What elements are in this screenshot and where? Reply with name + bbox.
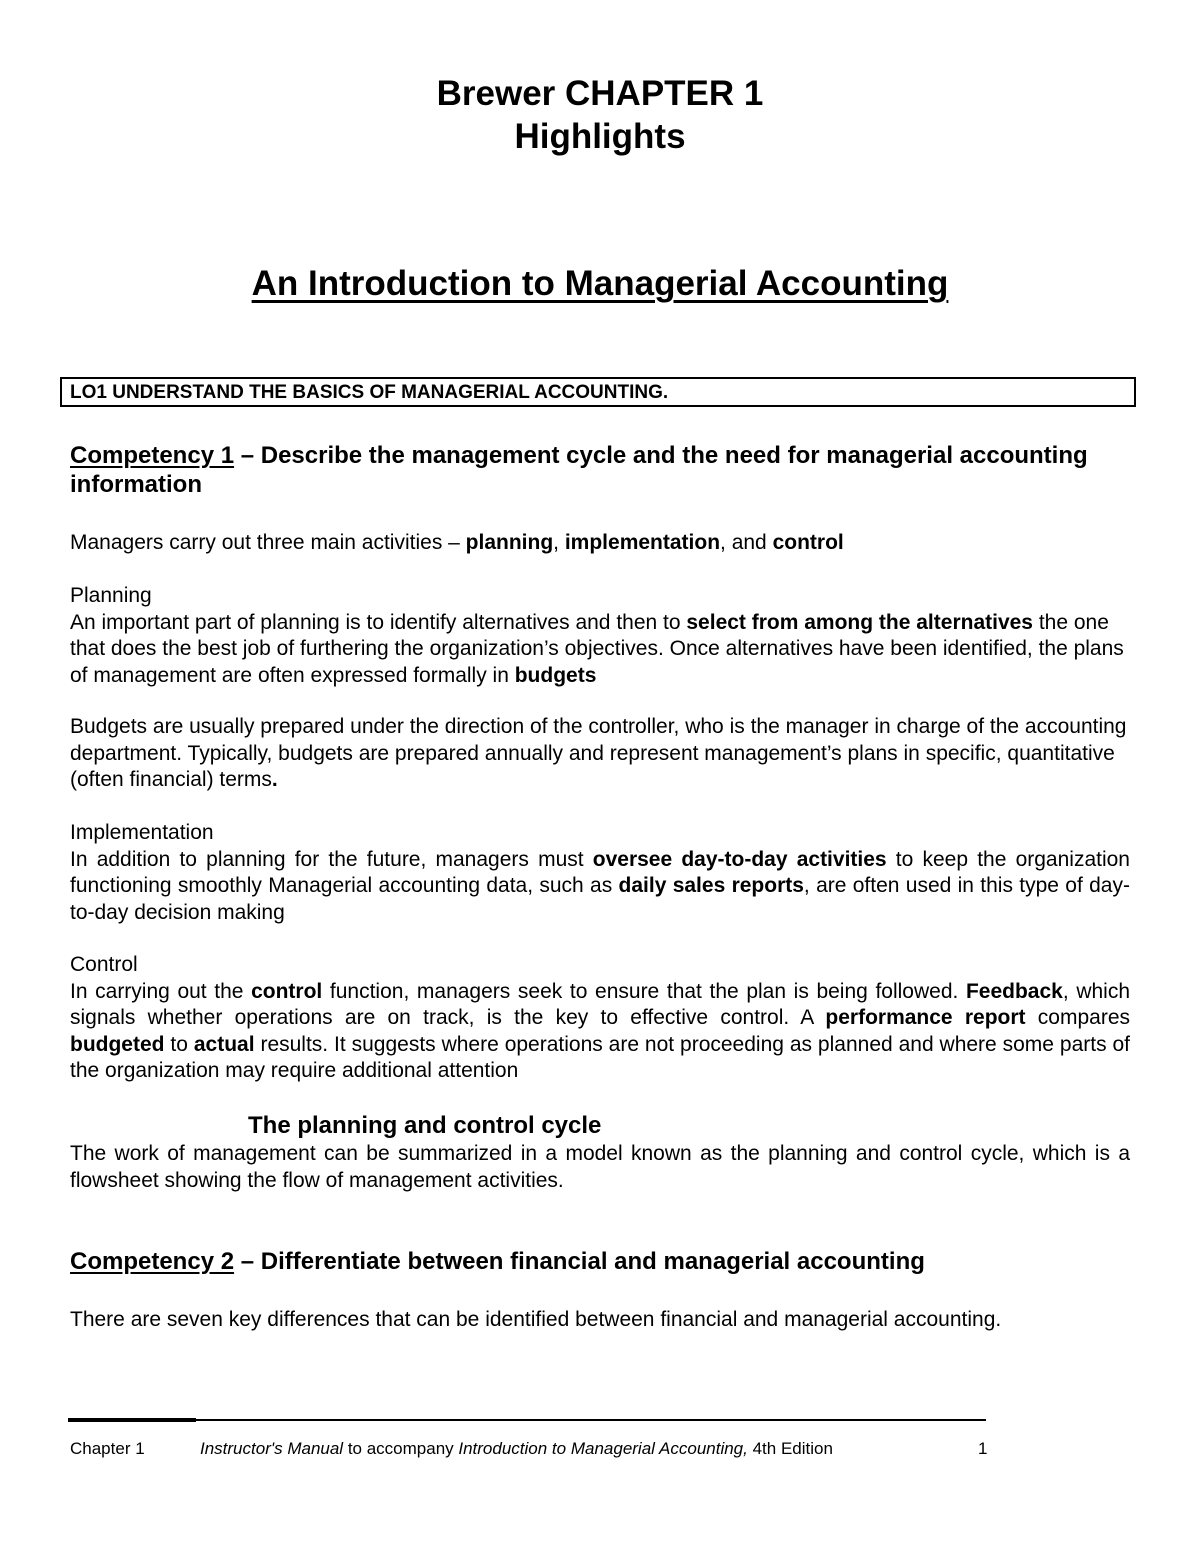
budgets-period: . — [271, 768, 278, 791]
footer-to-accompany: to accompany — [343, 1439, 459, 1458]
footer-page-number: 1 — [978, 1439, 988, 1458]
planning-bold-budgets: budgets — [514, 663, 597, 687]
competency-1-title: – Describe the management cycle and the need for managerial accounting information — [70, 442, 1088, 498]
control-bold-budgeted: budgeted — [70, 1032, 165, 1056]
footer-book-italic: Introduction to Managerial Accounting, — [458, 1439, 748, 1458]
implementation-heading: Implementation — [70, 821, 214, 844]
competency-2-heading — [70, 1247, 1130, 1276]
activities-and: , and — [720, 531, 773, 554]
control-text-5: to — [164, 1032, 194, 1056]
activity-control: control — [772, 531, 844, 554]
implementation-section — [70, 820, 1130, 926]
implementation-text-1: In addition to planning for the future, managers must — [70, 847, 593, 871]
planning-paragraph — [70, 610, 1130, 690]
control-text-1: In carrying out the — [70, 979, 252, 1003]
planning-heading: Planning — [70, 584, 152, 607]
control-bold-feedback: Feedback — [965, 979, 1063, 1003]
footer-rule-accent — [68, 1418, 196, 1422]
control-bold-performance-report: performance report — [825, 1006, 1026, 1029]
control-section — [70, 952, 1130, 1085]
activity-implementation: implementation — [564, 531, 721, 554]
control-paragraph — [70, 979, 1130, 1085]
competency-2-paragraph: There are seven key differences that can be identified between financial and managerial accounting. — [70, 1308, 1002, 1331]
implementation-bold-1: oversee day-to-day activities — [592, 847, 887, 871]
title-line-2: Highlights — [514, 117, 686, 156]
budgets-text: Budgets are usually prepared under the direction of the controller, who is the manager in charge of the accounting department. Typically, budgets are prepared annually and represent management’s plans in specific, quantitative (often financial) terms — [70, 715, 1127, 791]
control-text-2: function, managers seek to ensure that the plan is being followed. — [322, 979, 966, 1003]
competency-2-title: – Differentiate between financial and managerial accounting — [234, 1248, 925, 1275]
cycle-paragraph: The work of management can be summarized in a model known as the planning and control cycle, which is a flowsheet showing the flow of management activities. — [70, 1142, 1130, 1192]
competency-2-label: Competency 2 — [70, 1248, 235, 1275]
activities-comma: , — [553, 531, 565, 554]
footer-manual-title — [200, 1438, 833, 1460]
planning-text-2: the one that does the best job of furthering the organization’s objectives. Once alternatives have been identified, the plans of management are often expressed formally in — [70, 610, 1124, 687]
competency-1-heading — [70, 441, 1130, 499]
chapter-subtitle: An Introduction to Managerial Accounting — [251, 264, 949, 303]
control-text-6: results. It suggests where operations are not proceeding as planned and where some parts of the organization may require additional attention — [70, 1032, 1131, 1082]
footer-edition: 4th Edition — [747, 1439, 833, 1458]
activity-planning: planning — [465, 531, 554, 554]
control-text-3: , which signals whether operations are on track, is the key to effective control. A — [70, 979, 1131, 1029]
activities-prefix: Managers carry out three main activities – — [70, 531, 466, 554]
title-line-1: Brewer CHAPTER 1 — [436, 74, 764, 113]
planning-section — [70, 583, 1130, 689]
activities-paragraph — [70, 530, 1130, 557]
planning-bold-1: select from among the alternatives — [686, 610, 1033, 634]
implementation-bold-2: daily sales reports — [618, 874, 804, 897]
implementation-text-3: , are often used in this type of day-to-day decision making — [70, 874, 1130, 924]
footer-chapter: Chapter 1 — [70, 1439, 145, 1458]
control-bold-control: control — [251, 979, 323, 1003]
implementation-text-2: to keep the organization functioning smoothly Managerial accounting data, such as — [70, 847, 1130, 897]
footer-manual-italic: Instructor's Manual — [200, 1439, 344, 1458]
document-title — [0, 72, 1200, 158]
planning-control-cycle-heading: The planning and control cycle — [248, 1112, 602, 1139]
control-heading: Control — [70, 953, 138, 976]
footer-rule — [68, 1419, 986, 1421]
control-bold-actual: actual — [193, 1032, 255, 1056]
learning-objective-box: LO1 UNDERSTAND THE BASICS OF MANAGERIAL ACCOUNTING. — [60, 377, 1136, 407]
control-text-4: compares — [1025, 1006, 1131, 1029]
budgets-paragraph — [70, 714, 1130, 794]
competency-1-label: Competency 1 — [70, 442, 235, 469]
implementation-paragraph — [70, 847, 1130, 927]
planning-text-1: An important part of planning is to identify alternatives and then to — [70, 610, 687, 634]
